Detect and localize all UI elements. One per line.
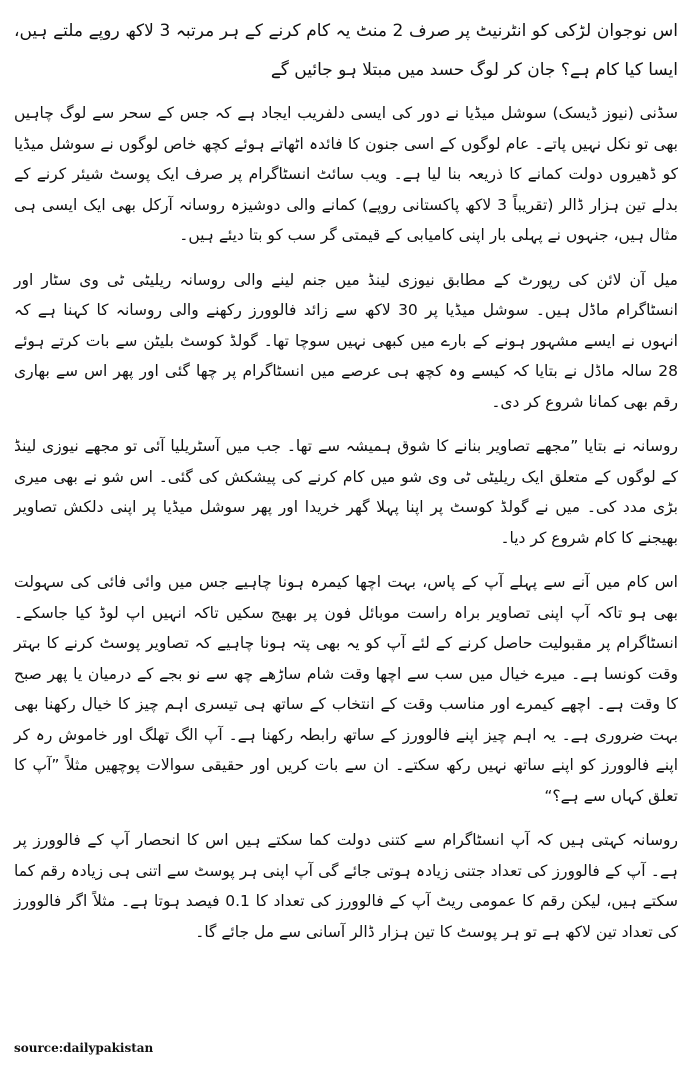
paragraph-1: سڈنی (نیوز ڈیسک) سوشل میڈیا نے دور کی ایسی دلفریب ایجاد ہے کہ جس کے سحر سے لوگ چاہیں بھی تو نکل نہیں پاتے۔ عام لوگوں کے اسی جنون کا فائدہ اٹھاتے ہوئے کچھ خاص لوگوں نے سوشل میڈیا کو ڈھیروں دولت کمانے کا ذریعہ بنا لیا ہے۔ ویب سائٹ انسٹاگرام پر صرف ایک پوسٹ شیئر کرنے کے بدلے تین ہزار ڈالر (تقریباً 3 لاکھ پاکستانی روپے) کمانے والی دوشیزہ روسانہ آرکل بھی ایک ایسی ہی مثال ہیں، جنہوں نے پہلی بار اپنی کامیابی کے قیمتی گر سب کو بتا دیئے ہیں۔ — [14, 104, 678, 244]
paragraph-2: میل آن لائن کی رپورٹ کے مطابق نیوزی لینڈ میں جنم لینے والی روسانہ ریلیٹی ٹی وی سٹار اور انسٹاگرام ماڈل ہیں۔ سوشل میڈیا پر 30 لاکھ سے زائد فالوورز رکھنے والی روسانہ کا کہنا ہے کہ انہوں نے ایسے مشہور ہونے کے بارے میں کبھی نہیں سوچا تھا۔ گولڈ کوسٹ بلیٹن سے بات کرتے ہوئے 28 سالہ ماڈل نے بتایا کہ کیسے وہ کچھ ہی عرصے میں انسٹاگرام پر چھا گئی اور پھر اس سے بھاری رقم بھی کمانا شروع کر دی۔ — [14, 270, 678, 411]
article-headline: اس نوجوان لڑکی کو انٹرنیٹ پر صرف 2 منٹ یہ کام کرنے کے ہر مرتبہ 3 لاکھ روپے ملتے ہیں، ایسا کیا کام ہے؟ جان کر لوگ حسد میں مبتلا ہو جائیں گے — [14, 21, 678, 80]
source-credit: source:dailypakistan — [14, 1041, 154, 1055]
paragraph-5: روسانہ کہتی ہیں کہ آپ انسٹاگرام سے کتنی دولت کما سکتے ہیں اس کا انحصار آپ کے فالوورز پر ہے۔ آپ کے فالوورز کی تعداد جتنی زیادہ ہوتی جائے گی آپ اپنی ہر پوسٹ سے اتنی ہی زیادہ رقم کما سکتے ہیں، لیکن رقم کا عمومی ریٹ آپ کے فالوورز کی تعداد کا 0.1 فیصد ہوتا ہے۔ مثلاً اگر فالوورز کی تعداد تین لاکھ ہے تو ہر پوسٹ کا تین ہزار ڈالر آسانی سے مل جائے گا۔ — [14, 831, 678, 941]
paragraph-3: روسانہ نے بتایا ”مجھے تصاویر بنانے کا شوق ہمیشہ سے تھا۔ جب میں آسٹریلیا آئی تو مجھے نیوزی لینڈ کے لوگوں کے متعلق ایک ریلیٹی ٹی وی شو میں کام کرنے کی پیشکش کی گئی۔ اس شو نے بھی میری بڑی مدد کی۔ میں نے گولڈ کوسٹ پر اپنا پہلا گھر خریدا اور پھر سوشل میڈیا پر اپنی دلکش تصاویر بھیجنے کا کام شروع کر دیا۔ — [14, 437, 678, 547]
paragraph-4: اس کام میں آنے سے پہلے آپ کے پاس، بہت اچھا کیمرہ ہونا چاہیے جس میں وائی فائی کی سہولت بھی ہو تاکہ آپ اپنی تصاویر براہ راست موبائل فون پر بھیج سکیں تاکہ انہیں اپ لوڈ کیا جاسکے۔ انسٹاگرام پر مقبولیت حاصل کرنے کے لئے آپ کو یہ بھی پتہ ہونا چاہیے کہ تصاویر پوسٹ کرنے کا بہتر وقت کونسا ہے۔ میرے خیال میں سب سے اچھا وقت شام ساڑھے چھ سے نو بجے کے درمیان یا پھر صبح کا وقت ہے۔ اچھے کیمرے اور مناسب وقت کے انتخاب کے ساتھ ہی تیسری اہم چیز کا خیال رکھنا بھی بہت ضروری ہے۔ یہ اہم چیز اپنے فالوورز کے ساتھ رابطہ رکھنا ہے۔ آپ الگ تھلگ اور خاموش رہ کر اپنے فالوورز کو اپنے ساتھ نہیں رکھ سکتے۔ ان سے بات کریں اور حقیقی سوالات پوچھیں مثلاً ”آپ کا تعلق کہاں سے ہے؟“ — [14, 573, 678, 805]
